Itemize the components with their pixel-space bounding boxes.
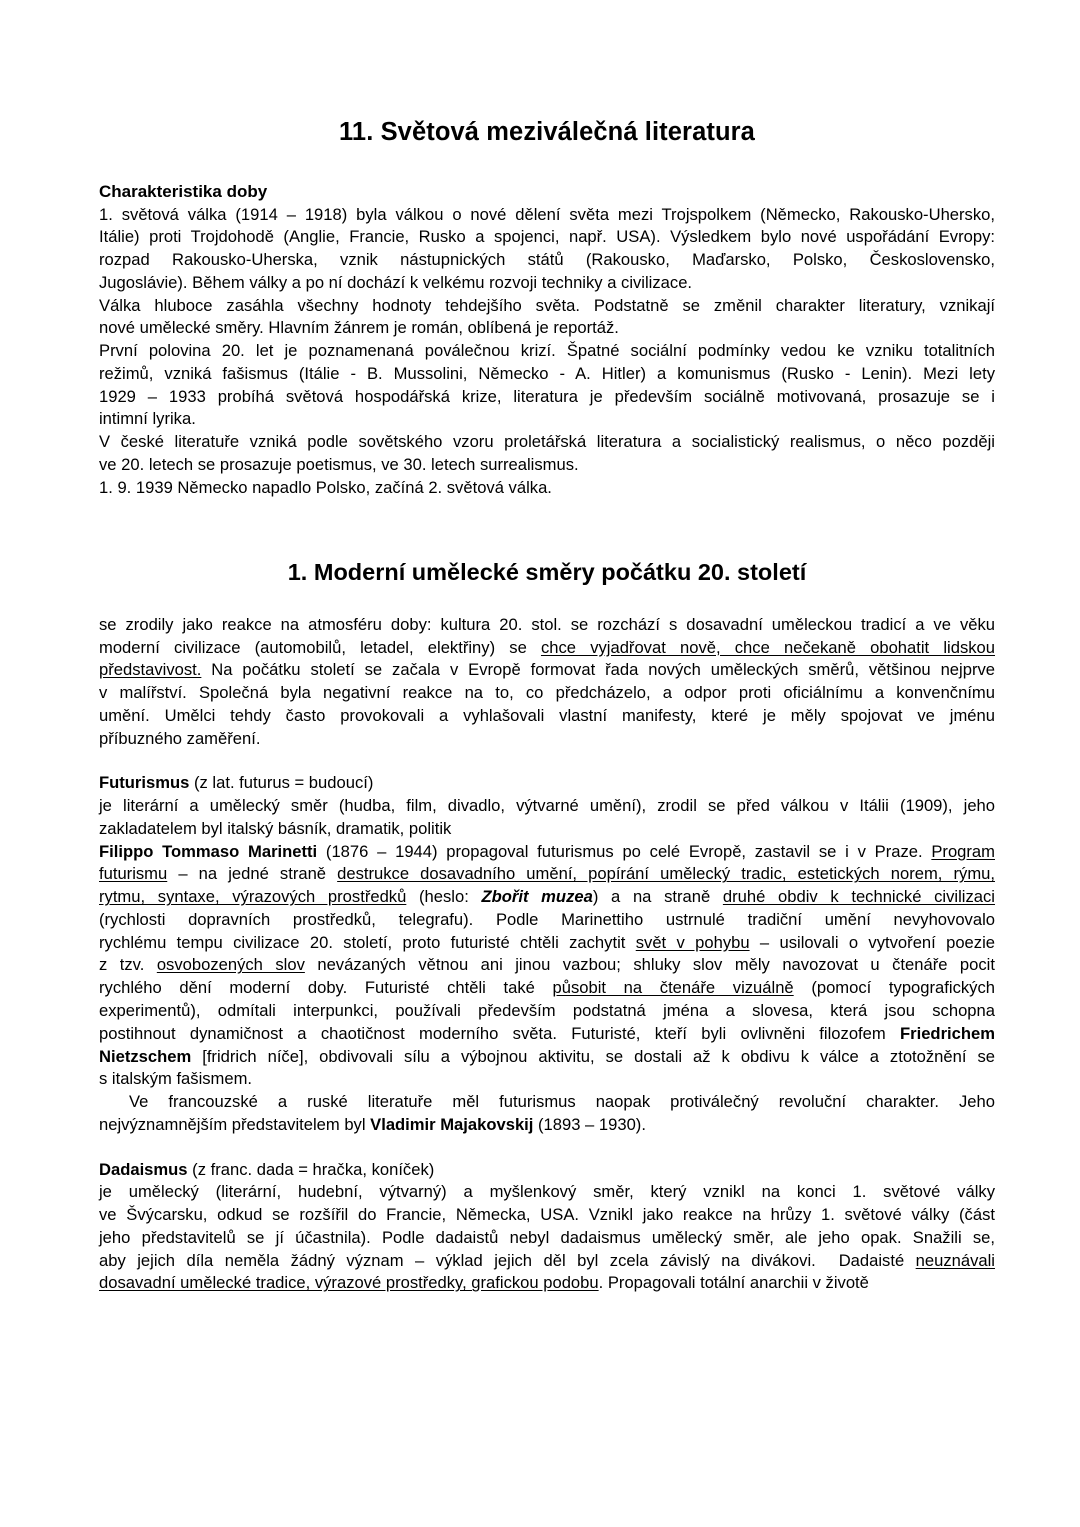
text-line: se zrodily jako reakce na atmosféru doby: kultura 20. stol. se rozchází s dosavadní uměleckou tradicí a ve věku [99, 614, 995, 634]
text-line [99, 977, 995, 1000]
movement-heading-dadaismus [99, 1159, 995, 1182]
movement-name: Futurismus [99, 773, 190, 793]
text-fragment: rychlému tempu civilizace 20. století, proto futuristé chtěli zachytit [99, 932, 636, 952]
movement-name: Dadaismus [99, 1159, 188, 1179]
text-line: 1929 – 1933 probíhá světová hospodářská krize, literatura je především sociálně motivovaná, prosazuje se i [99, 386, 995, 406]
text-line: příbuzného zaměření. [99, 728, 261, 748]
text-line [99, 954, 995, 977]
text-line: intimní lyrika. [99, 409, 196, 429]
underlined-fragment: Program [931, 841, 995, 861]
text-line [99, 1023, 995, 1046]
text-line [99, 1250, 995, 1273]
spacer [99, 750, 995, 772]
paragraph-dadaismus [99, 1181, 995, 1295]
text-fragment: (pomocí typografických [793, 978, 995, 998]
text-line: experimentů), odmítali interpunkci, používali především podstatná jména a slovesa, která jsou schopna [99, 1000, 995, 1020]
text-fragment: – usilovali o vytvoření poezie [749, 932, 996, 952]
text-fragment: ) a na straně [592, 887, 723, 907]
underlined-fragment: neuznávali [915, 1250, 995, 1270]
text-fragment: z tzv. [99, 955, 157, 975]
text-line [99, 886, 995, 909]
spacer [99, 1137, 995, 1159]
text-fragment: postihnout dynamičnost a chaotičnost moderního světa. Futuristé, kteří byli ovlivněni filozofem [99, 1023, 900, 1043]
text-fragment: Na počátku století se začala v Evropě formovat řada nových uměleckých směrů, většinou nejprve [201, 660, 995, 680]
paragraph-futurismus-definice [99, 795, 995, 841]
text-line [99, 1272, 995, 1295]
text-line: jeho představitelů se jí účastnila). Podle dadaistů nebyl dadaismus umělecký směr, ale jeho opak. Snažili se, [99, 1227, 995, 1247]
heading-charakteristika-doby: Charakteristika doby [99, 182, 268, 202]
underlined-fragment: rytmu, syntaxe, výrazových prostředků [99, 887, 407, 907]
paragraph-intro-smery [99, 614, 995, 751]
paragraph-krize [99, 340, 995, 431]
text-line: rozpad Rakousko-Uherska, vznik nástupnických států (Rakousko, Maďarsko, Polsko, Československo, [99, 250, 995, 270]
underlined-fragment: představivost. [99, 660, 202, 680]
text-line: nové umělecké směry. Hlavním žánrem je román, oblíbená je reportáž. [99, 318, 619, 338]
text-line: umění. Umělci tehdy často provokovali a vyhlašovali vlastní manifesty, které je měly spojovat ve jménu [99, 705, 995, 725]
text-line: je umělecký (literární, hudební, výtvarný) a myšlenkový směr, který vznikl na konci 1. světové války [99, 1182, 995, 1202]
text-line [99, 932, 995, 955]
text-line: Válka hluboce zasáhla všechny hodnoty tehdejšího světa. Podstatně se změnil charakter literatury, vznikají [99, 295, 995, 315]
underlined-fragment: druhé obdiv k technické civilizaci [722, 887, 995, 907]
movement-heading-futurismus [99, 772, 995, 795]
underlined-fragment: destrukce dosavadního umění, popírání umělecký tradic, estetických norem, rýmu, [337, 864, 995, 884]
text-line: v malířství. Společná byla negativní reakce na to, co předcházelo, a odpor proti oficiálnímu a konvenčnímu [99, 683, 995, 703]
text-line [99, 841, 995, 864]
text-line [99, 637, 995, 660]
text-line: s italským fašismem. [99, 1069, 253, 1089]
person-name-majakovskij: Vladimir Majakovskij [370, 1114, 534, 1134]
text-fragment: (heslo: [406, 887, 482, 907]
text-line: Ve francouzské a ruské literatuře měl futurismus naopak protiválečný revoluční charakter. Jeho [129, 1092, 995, 1112]
underlined-fragment: svět v pohybu [635, 932, 750, 952]
movement-etymology-text: (z lat. futurus = budoucí) [193, 773, 374, 793]
text-line: je literární a umělecký směr (hudba, film, divadlo, výtvarné umění), zrodil se před válkou v Itálii (1909), jeho [99, 796, 995, 816]
text-line: 1. světová válka (1914 – 1918) byla válkou o nové dělení světa mezi Trojspolkem (Německo, Rakousko-Uhersko, [99, 204, 995, 224]
text-line: ve Švýcarsku, odkud se rozšířil do Francie, Německa, USA. Vznikl jako reakce na hrůzy 1. světové války (část [99, 1205, 995, 1225]
movement-etymology-text: (z franc. dada = hračka, koníček) [192, 1159, 435, 1179]
text-fragment: – na jedné straně [167, 864, 338, 884]
paragraph-1939 [99, 477, 995, 500]
page-content [99, 118, 995, 1295]
paragraph-futurismus-zaver [99, 1091, 995, 1137]
text-fragment: nejvýznamnějším představitelem byl [99, 1114, 371, 1134]
paragraph-hodnoty [99, 295, 995, 341]
person-name-nietzsche: Nietzschem [99, 1046, 192, 1066]
heading-moderni-smery: 1. Moderní umělecké směry počátku 20. století [287, 558, 807, 585]
text-line: V české literatuře vzniká podle sovětského vzoru proletářská literatura a socialistický realismus, o něco později [99, 432, 995, 452]
text-line: zakladatelem byl italský básník, dramatik, politik [99, 818, 452, 838]
text-fragment: moderní civilizace (automobilů, letadel, elektřiny) se [99, 637, 541, 657]
text-line: 1. 9. 1939 Německo napadlo Polsko, začíná 2. světová válka. [99, 477, 552, 497]
underlined-fragment: chce vyjadřovat nově, chce nečekaně obohatit lidskou [540, 637, 995, 657]
text-fragment: rychlého dění moderní doby. Futuristé chtěli také [99, 978, 553, 998]
text-fragment: (1893 – 1930). [533, 1114, 646, 1134]
page-title: 11. Světová meziválečná literatura [339, 118, 755, 146]
text-line: ve 20. letech se prosazuje poetismus, ve 30. letech surrealismus. [99, 455, 579, 475]
text-fragment: nevázaných větnou ani jinou vazbou; shluky slov měly navozovat u čtenáře pocit [304, 955, 995, 975]
text-fragment: (1876 – 1944) propagoval futurismus po celé Evropě, zastavil se i v Praze. [317, 841, 932, 861]
underlined-fragment: působit na čtenáře vizuálně [552, 978, 794, 998]
paragraph-futurismus-marinetti [99, 841, 995, 1091]
text-line [99, 659, 995, 682]
slogan-zborit-muzea: Zbořit muzea [481, 887, 593, 907]
text-line [99, 1114, 995, 1137]
person-name-marinetti: Filippo Tommaso Marinetti [99, 841, 318, 861]
text-line [99, 863, 995, 886]
person-name-friedrich: Friedrichem [900, 1023, 995, 1043]
text-line: (rychlosti dopravních prostředků, telegrafu). Podle Marinettiho ustrnulé tradiční umění nevyhovovalo [99, 909, 995, 929]
text-fragment: . Propagovali totální anarchii v životě [598, 1273, 869, 1293]
text-line: Itálie) proti Trojdohodě (Anglie, Francie, Rusko a spojenci, např. USA). Výsledkem bylo nové uspořádání Evropy: [99, 227, 995, 247]
text-line: režimů, vzniká fašismus (Itálie - B. Mussolini, Německo - A. Hitler) a komunismus (Rusko - Lenin). Mezi lety [99, 363, 995, 383]
text-line [99, 1046, 995, 1069]
underlined-fragment: dosavadní umělecké tradice, výrazové prostředky, grafickou podobu [99, 1273, 599, 1293]
underlined-fragment: futurismu [99, 864, 168, 884]
underlined-fragment: osvobozených slov [156, 955, 305, 975]
text-line: Jugoslávie). Během války a po ní dochází k velkému rozvoji techniky a civilizace. [99, 272, 693, 292]
text-line: První polovina 20. let je poznamenaná poválečnou krizí. Špatné sociální podmínky vedou ke vzniku totalitních [99, 341, 995, 361]
text-fragment: [fridrich níče], obdivovali sílu a výbojnou aktivitu, se dostali až k obdivu k válce a ztotožnění se [191, 1046, 995, 1066]
paragraph-valka [99, 204, 995, 295]
text-fragment: aby jejich díla neměla žádný význam – výklad jejich děl byl zcela závislý na divákovi. Dadaisté [99, 1250, 916, 1270]
paragraph-ceska-literatura [99, 431, 995, 477]
